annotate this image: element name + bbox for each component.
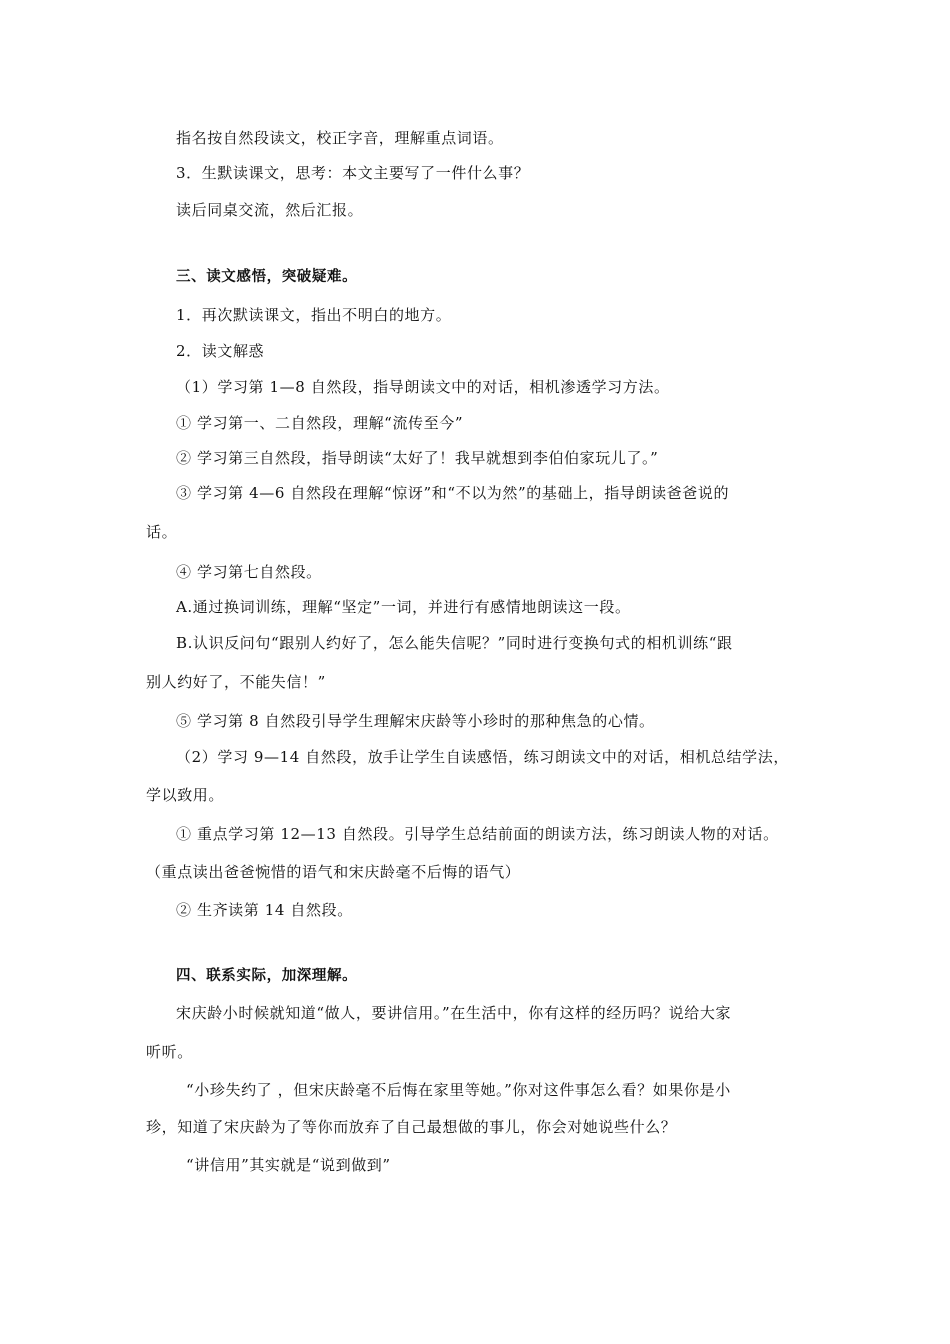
text-line: ③ 学习第 4—6 自然段在理解“惊讶”和“不以为然”的基础上，指导朗读爸爸说的 (176, 484, 730, 502)
text-line: 2．读文解惑 (176, 342, 265, 360)
text-line: ⑤ 学习第 8 自然段引导学生理解宋庆龄等小珍时的那种焦急的心情。 (176, 712, 655, 730)
text-line: （重点读出爸爸惋惜的语气和宋庆龄毫不后悔的语气） (146, 863, 521, 881)
text-line: 读后同桌交流，然后汇报。 (176, 201, 364, 219)
text-line: 珍，知道了宋庆龄为了等你而放弃了自己最想做的事儿，你会对她说些什么？ (146, 1118, 677, 1136)
text-line: 听听。 (146, 1043, 193, 1061)
text-line: ② 学习第三自然段，指导朗读“太好了！我早就想到李伯伯家玩儿了。” (176, 449, 659, 467)
text-line: ① 学习第一、二自然段，理解“流传至今” (176, 414, 464, 432)
text-line: 话。 (146, 523, 178, 541)
text-line: A.通过换词训练，理解“坚定”一词，并进行有感情地朗读这一段。 (176, 598, 631, 616)
text-line: 1．再次默读课文，指出不明白的地方。 (176, 306, 452, 324)
text-line: 学以致用。 (146, 786, 225, 804)
text-line: “讲信用”其实就是“说到做到” (186, 1156, 391, 1174)
text-line: 3．生默读课文，思考：本文主要写了一件什么事？ (176, 164, 530, 182)
text-line: B.认识反问句“跟别人约好了，怎么能失信呢？”同时进行变换句式的相机训练“跟 (176, 634, 733, 652)
text-line: “小珍失约了 ，但宋庆龄毫不后悔在家里等她。”你对这件事怎么看？如果你是小 (186, 1081, 731, 1099)
text-line: 宋庆龄小时候就知道“做人，要讲信用。”在生活中，你有这样的经历吗？说给大家 (176, 1004, 732, 1022)
text-line: （2）学习 9—14 自然段，放手让学生自读感悟，练习朗读文中的对话，相机总结学法， (176, 748, 789, 766)
section-heading: 四、联系实际，加深理解。 (176, 968, 358, 984)
section-heading: 三、读文感悟，突破疑难。 (176, 269, 358, 285)
text-line: ④ 学习第七自然段。 (176, 563, 322, 581)
text-line: ② 生齐读第 14 自然段。 (176, 901, 353, 919)
text-line: ① 重点学习第 12—13 自然段。引导学生总结前面的朗读方法，练习朗读人物的对话。 (176, 825, 779, 843)
text-line: （1）学习第 1—8 自然段，指导朗读文中的对话，相机渗透学习方法。 (176, 378, 670, 396)
text-line: 别人约好了，不能失信！” (146, 673, 326, 691)
text-line: 指名按自然段读文，校正字音，理解重点词语。 (176, 129, 504, 147)
